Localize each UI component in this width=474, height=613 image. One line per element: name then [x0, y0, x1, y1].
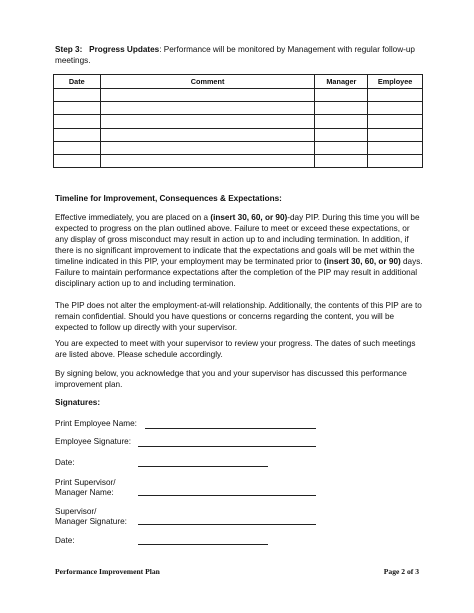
print-supervisor-label-2: Manager Name:	[55, 488, 114, 497]
signatures-heading: Signatures:	[55, 398, 101, 407]
supervisor-name-line[interactable]	[138, 495, 316, 496]
p1-text-e: days. Failure to maintain performance expectations after the completion of the PIP may result in additional disciplinary action up to and including termination.	[55, 257, 423, 288]
supervisor-signature-line[interactable]	[138, 524, 316, 525]
progress-updates-table	[53, 74, 423, 168]
print-supervisor-label-1: Print Supervisor/	[55, 478, 116, 487]
manager-cell[interactable]	[315, 89, 368, 102]
date-cell[interactable]	[54, 115, 101, 128]
p1-text-a: Effective immediately, you are placed on a	[55, 213, 211, 222]
step-3-paragraph	[55, 44, 425, 66]
comment-cell[interactable]	[100, 115, 315, 128]
comment-cell[interactable]	[100, 128, 315, 141]
timeline-paragraph-2: The PIP does not alter the employment-at-will relationship. Additionally, the contents of this PIP are to remain confidential. Should you have questions or concerns regarding the content, you will be expected to follow up directly with your supervisor.	[55, 301, 422, 332]
table-row	[54, 115, 423, 128]
table-row	[54, 128, 423, 141]
table-row	[54, 89, 423, 102]
table-row	[54, 154, 423, 167]
manager-cell[interactable]	[315, 115, 368, 128]
supervisor-signature-label-1: Supervisor/	[55, 507, 97, 516]
table-header-row	[54, 75, 423, 89]
print-employee-label: Print Employee Name:	[55, 419, 137, 428]
print-employee-line[interactable]	[145, 428, 316, 429]
date-cell[interactable]	[54, 102, 101, 115]
employee-cell[interactable]	[368, 89, 423, 102]
table-row	[54, 102, 423, 115]
header-manager: Manager	[315, 75, 368, 89]
footer-page-number: Page 2 of 3	[383, 567, 419, 576]
header-comment: Comment	[100, 75, 315, 89]
timeline-paragraph-4: By signing below, you acknowledge that you and your supervisor has discussed this performance improvement plan.	[55, 369, 407, 389]
timeline-paragraph-1	[55, 212, 425, 289]
header-date: Date	[54, 75, 101, 89]
manager-cell[interactable]	[315, 128, 368, 141]
footer-title: Performance Improvement Plan	[55, 567, 160, 576]
date-line-2[interactable]	[138, 544, 268, 545]
employee-signature-label: Employee Signature:	[55, 437, 132, 446]
employee-cell[interactable]	[368, 128, 423, 141]
comment-cell[interactable]	[100, 154, 315, 167]
date-cell[interactable]	[54, 128, 101, 141]
header-employee: Employee	[368, 75, 423, 89]
manager-cell[interactable]	[315, 141, 368, 154]
date-cell[interactable]	[54, 154, 101, 167]
p1-insert-2: (insert 30, 60, or 90)	[323, 257, 401, 266]
p1-text-c: -day PIP. During this time you will be expected to progress on the plan outlined above. Failure to meet or exceed these expectations, or any display of gross misconduct may result in action up to and including termination. In addition, if there is no significant improvement to indicate that the expectations and goals will be met within the timeline indicated in this PIP, your employment may be terminated prior to	[55, 213, 420, 266]
timeline-paragraph-3: You are expected to meet with your supervisor to review your progress. The dates of such meetings are listed above. Please schedule accordingly.	[55, 339, 416, 359]
employee-cell[interactable]	[368, 141, 423, 154]
comment-cell[interactable]	[100, 102, 315, 115]
date-cell[interactable]	[54, 89, 101, 102]
supervisor-signature-label-2: Manager Signature:	[55, 517, 127, 526]
step-3-text: : Performance will be monitored by Management with regular follow-up meetings.	[55, 45, 415, 65]
p1-insert-1: (insert 30, 60, or 90)	[210, 213, 288, 222]
employee-cell[interactable]	[368, 115, 423, 128]
step-3-label: Step 3:	[55, 45, 83, 54]
employee-cell[interactable]	[368, 102, 423, 115]
manager-cell[interactable]	[315, 154, 368, 167]
employee-cell[interactable]	[368, 154, 423, 167]
step-3-title: Progress Updates	[89, 45, 160, 54]
timeline-heading: Timeline for Improvement, Consequences & Expectations:	[55, 194, 282, 203]
table-row	[54, 141, 423, 154]
manager-cell[interactable]	[315, 102, 368, 115]
comment-cell[interactable]	[100, 141, 315, 154]
employee-signature-line[interactable]	[138, 446, 316, 447]
date-label-1: Date:	[55, 458, 75, 467]
date-label-2: Date:	[55, 536, 75, 545]
date-line-1[interactable]	[138, 466, 268, 467]
comment-cell[interactable]	[100, 89, 315, 102]
date-cell[interactable]	[54, 141, 101, 154]
